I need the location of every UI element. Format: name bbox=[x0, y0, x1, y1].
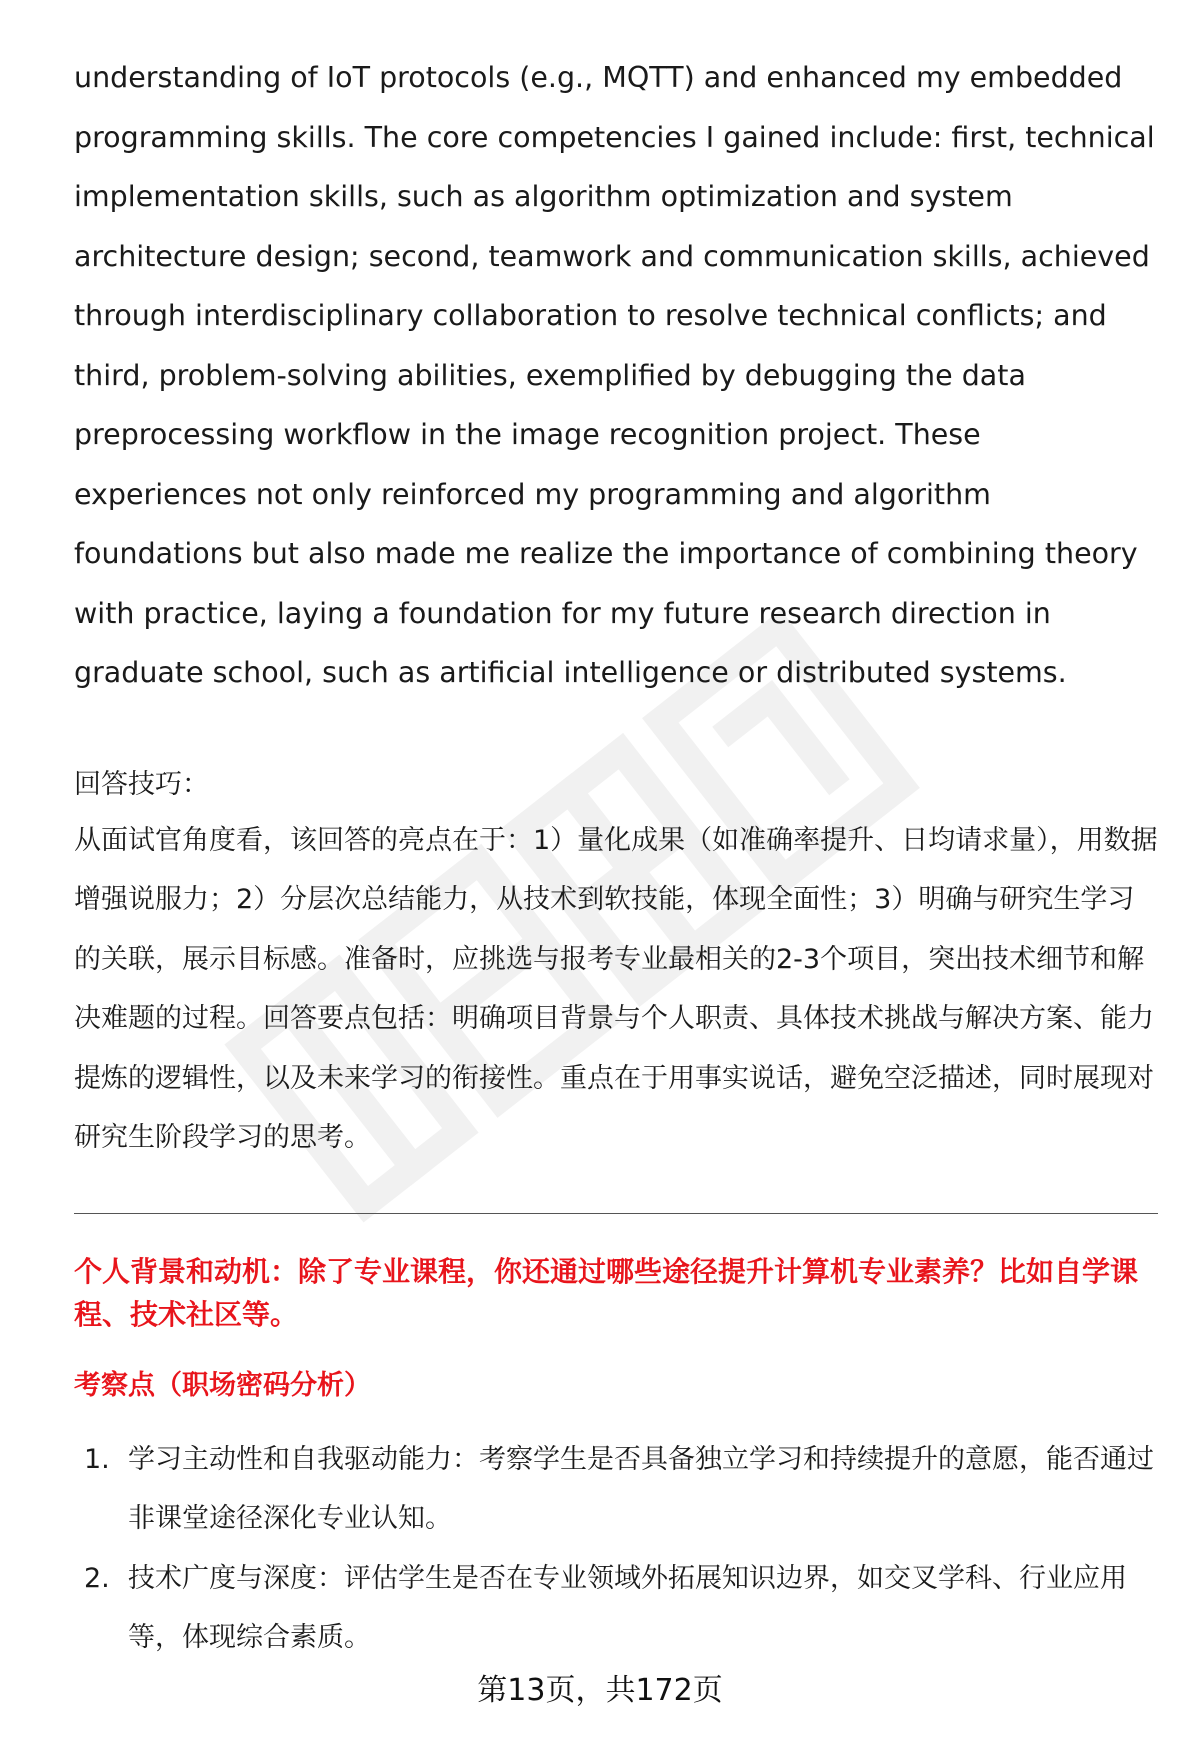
list-item bbox=[74, 1430, 1158, 1549]
list-item bbox=[74, 1549, 1158, 1668]
question-heading: 个人背景和动机：除了专业课程，你还通过哪些途径提升计算机专业素养？比如自学课程、技术社区等。 bbox=[74, 1254, 1139, 1331]
page-content bbox=[74, 48, 1158, 1668]
list-item-number: 1. bbox=[84, 1443, 110, 1475]
list-item-number: 2. bbox=[84, 1562, 110, 1594]
page-number-footer: 第13页，共172页 bbox=[477, 1673, 723, 1708]
tips-title: 回答技巧： bbox=[74, 768, 209, 800]
answer-paragraph: understanding of IoT protocols (e.g., MQTT) and enhanced my embedded programming skills. The core competencies I gained include: first, technical implementation skills, such as algorithm optimization and system architecture design; second, teamwork and communication skills, achieved through interdisciplinary collaboration to resolve technical conflicts; and third, problem-solving abilities, exemplified by debugging the data preprocessing workflow in the image recognition project. These experiences not only reinforced my programming and algorithm foundations but also made me realize the importance of combining theory with practice, laying a foundation for my future research direction in graduate school, such as artificial intelligence or distributed systems. bbox=[74, 61, 1155, 689]
tips-paragraph: 从面试官角度看，该回答的亮点在于：1）量化成果（如准确率提升、日均请求量），用数据增强说服力；2）分层次总结能力，从技术到软技能，体现全面性；3）明确与研究生学习的关联，展示目标感。准备时，应挑选与报考专业最相关的2-3个项目，突出技术细节和解决难题的过程。回答要点包括：明确项目背景与个人职责、具体技术挑战与解决方案、能力提炼的逻辑性，以及未来学习的衔接性。重点在于用事实说话，避免空泛描述，同时展现对研究生阶段学习的思考。 bbox=[74, 824, 1158, 1153]
section-divider bbox=[74, 1213, 1158, 1214]
list-item-text: 学习主动性和自我驱动能力：考察学生是否具备独立学习和持续提升的意愿，能否通过非课堂途径深化专业认知。 bbox=[128, 1443, 1154, 1534]
analysis-list bbox=[74, 1430, 1158, 1668]
analysis-title: 考察点（职场密码分析） bbox=[74, 1369, 371, 1401]
list-item-text: 技术广度与深度：评估学生是否在专业领域外拓展知识边界，如交叉学科、行业应用等，体现综合素质。 bbox=[128, 1562, 1127, 1653]
